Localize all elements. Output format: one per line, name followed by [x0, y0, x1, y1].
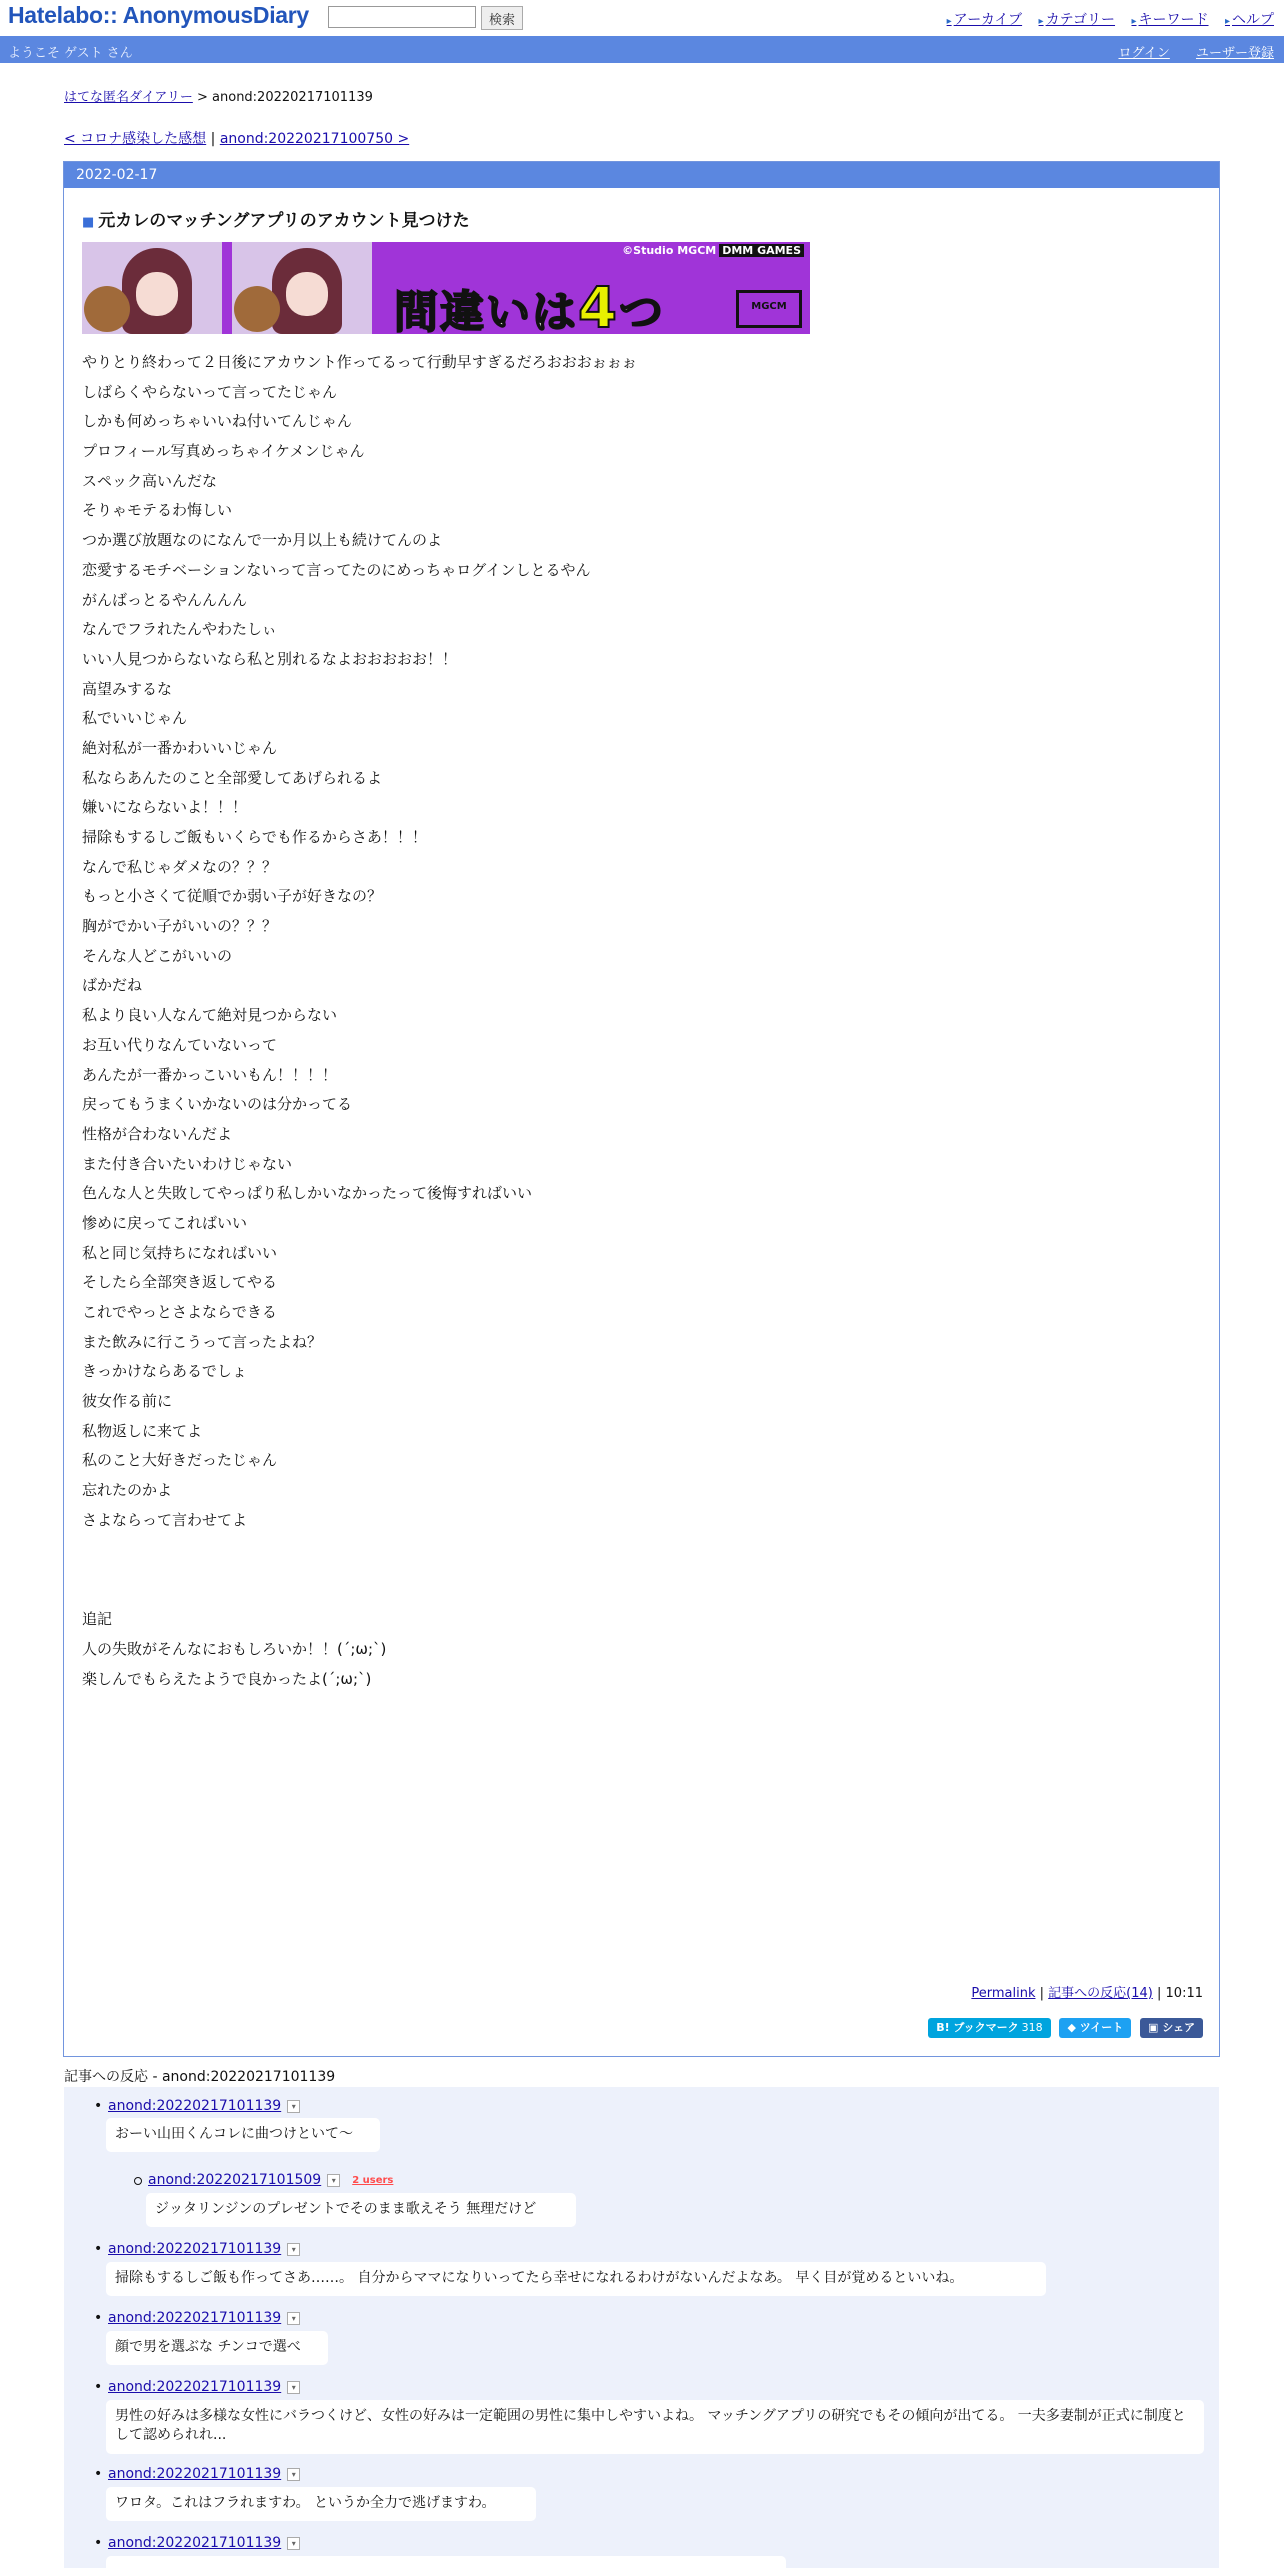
welcome-bar — [0, 36, 1284, 63]
footer-separator: | — [1039, 1986, 1045, 2001]
dropdown-icon[interactable]: ▾ — [287, 2100, 300, 2113]
response-text: 掃除もするしご飯も作ってさあ……。 自分からママになりいってたら幸せになれるわけがないんだよなあ。 早く目が覚めるといいね。 — [106, 2262, 1046, 2296]
entry-pager — [64, 128, 409, 148]
date-bar — [64, 162, 1219, 188]
response-head — [94, 2466, 300, 2482]
article-line: 性格が合わないんだよ — [82, 1124, 233, 1143]
article-line: がんばっとるやんんんん — [82, 590, 248, 609]
facebook-icon: ▣ — [1147, 2021, 1163, 2034]
entry-time: 10:11 — [1165, 1986, 1203, 2001]
dropdown-icon[interactable]: ▾ — [327, 2174, 340, 2187]
nav-keyword-label: キーワード — [1138, 12, 1209, 28]
breadcrumb-root[interactable]: はてな匿名ダイアリー — [64, 90, 193, 105]
article-line: そんな人どこがいいの — [82, 946, 233, 965]
article-line: そりゃモテるわ悔しい — [82, 501, 233, 520]
response-id-link[interactable]: anond:20220217101139 — [108, 2241, 282, 2257]
dropdown-icon[interactable]: ▾ — [287, 2381, 300, 2394]
hatena-bookmark-label: B! ブックマーク — [936, 2021, 1019, 2034]
breadcrumb-separator: > — [196, 90, 208, 105]
article-line: しばらくやらないって言ってたじゃん — [82, 382, 338, 401]
article-line: なんで私じゃダメなの？？？ — [82, 857, 278, 876]
breadcrumb — [64, 86, 373, 105]
game-logo: MGCM — [736, 290, 802, 328]
banner-text-b: つ — [618, 287, 665, 334]
facebook-share-label: シェア — [1162, 2021, 1195, 2034]
response-id-link[interactable]: anond:20220217101139 — [108, 2379, 282, 2395]
bullet-icon: • — [94, 2535, 103, 2551]
article-line: これでやっとさよならできる — [82, 1303, 277, 1321]
response-text: 顔で男を選ぶな チンコで選べ — [106, 2331, 328, 2365]
tweet-button[interactable] — [1059, 2018, 1131, 2038]
nav-category[interactable] — [1039, 12, 1115, 28]
prev-entry-link[interactable]: < コロナ感染した感想 — [64, 131, 207, 147]
share-buttons — [924, 2018, 1203, 2038]
article-line: きっかけならあるでしょ — [82, 1362, 247, 1381]
welcome-text: ようこそ ゲスト さん — [8, 46, 133, 61]
bullet-icon: • — [94, 2098, 103, 2114]
article-line: 忘れたのかよ — [82, 1481, 173, 1500]
article-line: スペック高いんだな — [82, 471, 218, 490]
postscript-line: 追記 — [82, 1610, 113, 1628]
response-head — [94, 2098, 300, 2114]
article-line: 胸がでかい子がいいの？？？ — [82, 917, 278, 936]
article-postscript — [82, 1604, 386, 1694]
banner-brand: DMM GAMES — [719, 244, 804, 257]
article-title-text: 元カレのマッチングアプリのアカウント見つけた — [98, 211, 470, 231]
nav-help-label: ヘルプ — [1232, 12, 1274, 28]
dropdown-icon[interactable]: ▾ — [287, 2312, 300, 2325]
search-input[interactable] — [328, 6, 476, 28]
response-text: 男性の好みは多様な女性にバラつくけど、女性の好みは一定範囲の男性に集中しやすいよね。 マッチングアプリの研究でもその傾向が出てる。 一夫多妻制が正式に制度として認められれ... — [106, 2400, 1204, 2454]
dropdown-icon[interactable]: ▾ — [287, 2243, 300, 2256]
article-line: 色んな人と失敗してやっぱり私しかいなかったって後悔すればいい — [82, 1184, 533, 1203]
article-line: そしたら全部突き返してやる — [82, 1273, 278, 1292]
dropdown-icon[interactable]: ▾ — [287, 2468, 300, 2481]
pager-separator: | — [210, 131, 216, 147]
response-head — [148, 2172, 393, 2188]
ad-banner[interactable] — [82, 242, 810, 334]
article-line: あんたが一番かっこいいもん！！！！ — [82, 1065, 338, 1084]
article-line: ばかだね — [82, 976, 143, 995]
bullet-icon: • — [94, 2241, 103, 2257]
responses-list — [64, 2087, 1219, 2568]
article — [63, 161, 1220, 2057]
article-line: やりとり終わって２日後にアカウント作ってるって行動早すぎるだろおおおぉぉぉ — [82, 353, 637, 371]
character-illustration — [82, 242, 222, 334]
search-button[interactable]: 検索 — [481, 6, 523, 30]
article-line: 恋愛するモチベーションないって言ってたのにめっちゃログインしとるやん — [82, 560, 591, 579]
nav-help[interactable] — [1225, 12, 1274, 28]
response-text: ジッタリンジンのプレゼントでそのまま歌えそう 無理だけど — [146, 2193, 576, 2227]
character-face — [286, 272, 328, 316]
dropdown-icon[interactable]: ▾ — [287, 2537, 300, 2550]
response-head — [94, 2241, 300, 2257]
site-logo[interactable]: Hatelabo:: AnonymousDiary — [8, 2, 309, 28]
article-line: お互い代りなんていないって — [82, 1035, 278, 1054]
article-line: さよならって言わせてよ — [82, 1510, 248, 1529]
article-line: また飲みに行こうって言ったよね？ — [82, 1332, 323, 1351]
arrow-icon: ▸ — [1038, 16, 1044, 27]
response-text: ワロタ。これはフラれますわ。 というか全力で逃げますわ。 — [106, 2487, 536, 2521]
response-id-link[interactable]: anond:20220217101139 — [108, 2535, 282, 2551]
bullet-icon: • — [94, 2379, 103, 2395]
permalink-link[interactable]: Permalink — [971, 1986, 1036, 2001]
nav-archive[interactable] — [947, 12, 1023, 28]
tweet-label: ツイート — [1079, 2021, 1124, 2034]
arrow-icon: ▸ — [1224, 16, 1230, 27]
reactions-link[interactable]: 記事への反応(14) — [1048, 1986, 1153, 2001]
response-head — [94, 2310, 300, 2326]
teddy-bear-icon — [234, 286, 280, 332]
banner-text-a: 間違いは — [394, 287, 578, 334]
bullet-icon: • — [94, 2466, 103, 2482]
banner-copyright-text: ©Studio MGCM — [622, 244, 717, 257]
responses-header: 記事への反応 - anond:20220217101139 — [64, 2066, 1219, 2092]
response-id-link[interactable]: anond:20220217101139 — [108, 2098, 282, 2114]
article-line: 絶対私が一番かわいいじゃん — [82, 738, 278, 757]
next-entry-link[interactable]: anond:20220217100750 > — [219, 131, 410, 147]
article-line: なんでフラれたんやわたしぃ — [82, 620, 277, 639]
article-line: つか選び放題なのになんで一か月以上も続けてんのよ — [82, 531, 443, 550]
nav-category-label: カテゴリー — [1045, 12, 1116, 28]
banner-headline — [394, 276, 665, 334]
article-date: 2022-02-17 — [76, 167, 158, 183]
response-id-link[interactable]: anond:20220217101139 — [108, 2466, 282, 2482]
teddy-bear-icon — [84, 286, 130, 332]
article-line: プロフィール写真めっちゃイケメンじゃん — [82, 442, 365, 461]
arrow-icon: ▸ — [1131, 16, 1137, 27]
footer-separator: | — [1157, 1986, 1162, 2001]
article-line: また付き合いたいわけじゃない — [82, 1154, 293, 1173]
bookmark-users-badge[interactable]: 2 users — [352, 2174, 394, 2186]
bullet-icon: • — [94, 2310, 103, 2326]
article-line: 掃除もするしご飯もいくらでも作るからさあ！！！ — [82, 828, 427, 846]
response-id-link[interactable]: anond:20220217101509 — [148, 2172, 322, 2188]
response-id-link[interactable]: anond:20220217101139 — [108, 2310, 282, 2326]
arrow-icon: ▸ — [946, 16, 952, 27]
article-line: 私と同じ気持ちになればいい — [82, 1243, 278, 1262]
article-line: 私より良い人なんて絶対見つからない — [82, 1006, 338, 1025]
top-header — [0, 0, 1284, 36]
article-line: しかも何めっちゃいいね付いてんじゃん — [82, 412, 352, 431]
twitter-bird-icon: ◆ — [1067, 2021, 1080, 2034]
hatena-bookmark-count: 318 — [1021, 2021, 1043, 2034]
article-line: いい人見つからないなら私と別れるなよおおおおお！！ — [82, 649, 458, 668]
article-line: 私のこと大好きだったじゃん — [82, 1451, 278, 1470]
entry-footer — [971, 1982, 1203, 2001]
response-text: おーい山田くんコレに曲つけといて～ — [106, 2118, 380, 2152]
square-icon[interactable]: ■ — [82, 215, 95, 230]
facebook-share-button[interactable] — [1140, 2018, 1203, 2038]
response-head — [94, 2535, 300, 2551]
article-line: 私物返しに来てよ — [82, 1421, 203, 1440]
article-line: 私でいいじゃん — [82, 709, 188, 728]
article-title — [82, 206, 470, 231]
banner-copyright — [622, 244, 804, 257]
article-line: 私ならあんたのこと全部愛してあげられるよ — [82, 768, 383, 787]
postscript-line: 楽しんでもらえたようで良かったよ(´;ω;`) — [82, 1670, 372, 1688]
character-illustration — [232, 242, 372, 334]
nav-archive-label: アーカイブ — [953, 12, 1023, 28]
character-face — [136, 272, 178, 316]
response-text — [106, 2556, 786, 2568]
article-line: 戻ってもうまくいかないのは分かってる — [82, 1095, 353, 1114]
nav-keyword[interactable] — [1131, 12, 1208, 28]
article-body — [82, 348, 1182, 1536]
hollow-bullet-icon — [134, 2177, 142, 2185]
article-line: 彼女作る前に — [82, 1392, 173, 1411]
top-nav — [935, 9, 1274, 29]
hatena-bookmark-button[interactable] — [928, 2018, 1050, 2038]
banner-text-four: 4 — [578, 276, 619, 334]
register-link[interactable]: ユーザー登録 — [1195, 46, 1274, 61]
article-line: 高望みするな — [82, 679, 173, 698]
breadcrumb-current: anond:20220217101139 — [212, 90, 373, 105]
article-line: もっと小さくて従順でか弱い子が好きなの？ — [82, 887, 383, 906]
login-link[interactable]: ログイン — [1118, 46, 1170, 61]
response-head — [94, 2379, 300, 2395]
article-line: 嫌いにならないよ！！！ — [82, 798, 248, 817]
article-line: 惨めに戻ってこればいい — [82, 1213, 248, 1232]
postscript-line: 人の失敗がそんなにおもしろいか！！(´;ω;`) — [82, 1640, 387, 1658]
